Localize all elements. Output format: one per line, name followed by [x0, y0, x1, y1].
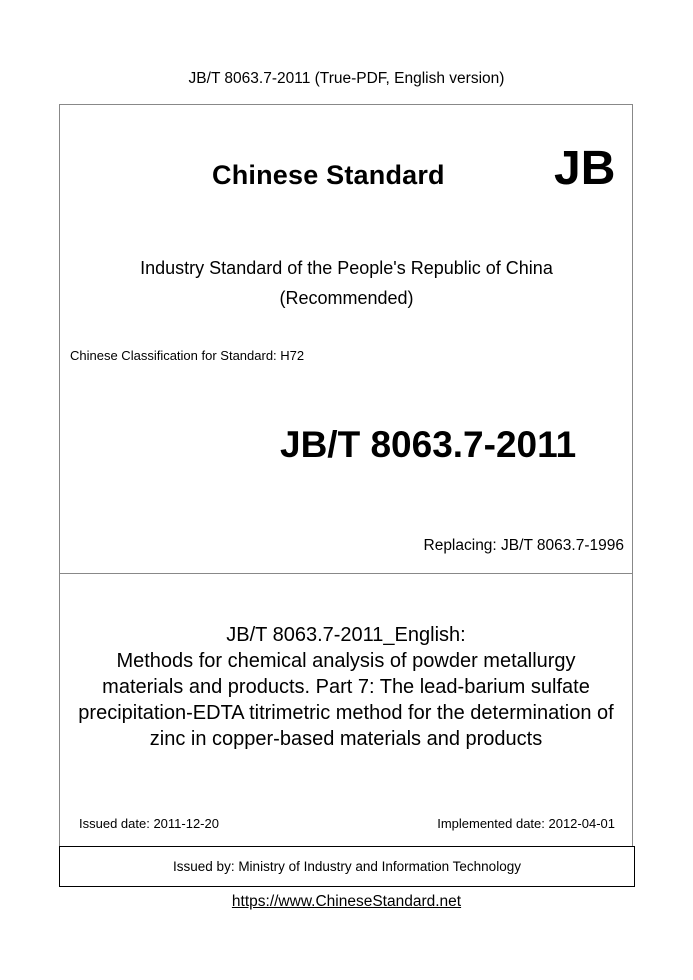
standard-number: JB/T 8063.7-2011 [280, 424, 577, 465]
issuer-box [59, 846, 635, 887]
english-title-line: zinc in copper-based materials and products [149, 728, 543, 750]
page-header: JB/T 8063.7-2011 (True-PDF, English version) [188, 70, 505, 87]
website-link[interactable]: https://www.ChineseStandard.net [231, 893, 462, 910]
category-mark: JB [554, 142, 616, 195]
english-title-line: Methods for chemical analysis of powder metallurgy [116, 650, 576, 672]
replacing-standard: Replacing: JB/T 8063.7-1996 [423, 537, 624, 554]
classification-code: Chinese Classification for Standard: H72 [70, 348, 305, 363]
implemented-date: Implemented date: 2012-04-01 [437, 816, 615, 831]
standard-label: Chinese Standard [212, 160, 445, 190]
english-title [59, 622, 633, 752]
english-title-line: JB/T 8063.7-2011_English: [226, 624, 466, 646]
issued-date: Issued date: 2011-12-20 [79, 816, 219, 831]
recommended-line: (Recommended) [279, 288, 414, 308]
issuer-text: Issued by: Ministry of Industry and Information Technology [173, 859, 521, 874]
english-title-line: precipitation-EDTA titrimetric method for the determination of [78, 702, 614, 724]
english-title-line: materials and products. Part 7: The lead-barium sulfate [102, 676, 590, 698]
industry-standard-line: Industry Standard of the People's Republic of China [140, 258, 553, 278]
